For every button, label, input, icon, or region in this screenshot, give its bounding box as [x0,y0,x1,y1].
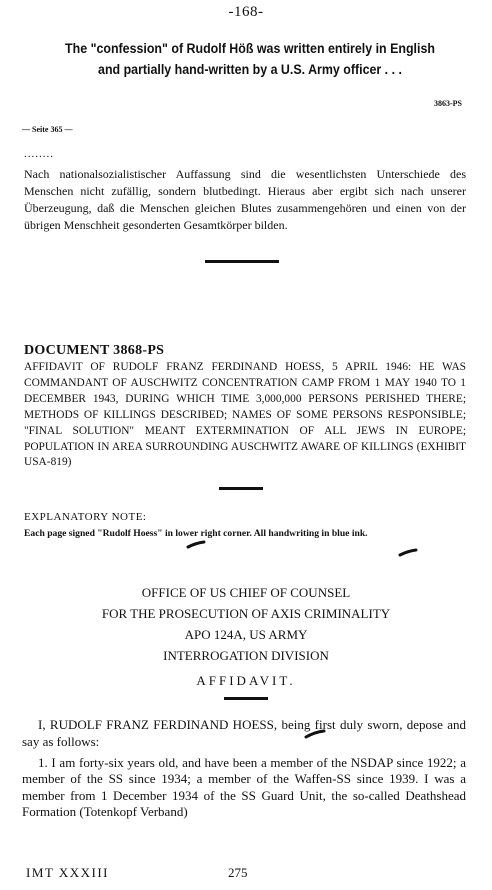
section-divider [224,697,268,700]
affidavit-intro: I, RUDOLF FRANZ FERDINAND HOESS, being first duly sworn, depose and say as follows: [22,717,466,749]
office-line-3: APO 124A, US ARMY [184,627,308,642]
footer-page-number: 275 [228,865,248,880]
section-divider [205,260,279,263]
document-summary: AFFIDAVIT OF RUDOLF FRANZ FERDINAND HOESS, 5 APRIL 1946: HE WAS COMMANDANT OF AUSCHWITZ CONCENTRATION CAMP FROM 1 MAY 1940 TO 1 DECEMBER 1943, DURING WHICH TIME 3,000,000 PERSONS PERISHED THERE; METHODS OF KILLINGS DESCRIBED; NAMES OF SOME PERSONS RESPONSIBLE; "FINAL SOLUTION" MEANT EXTERMINATION OF ALL JEWS IN EUROPE; POPULATION IN AREA SURROUNDING AUSCHWITZ AWARE OF KILLINGS (EXHIBIT USA-819) [24,361,466,469]
office-line-2: FOR THE PROSECUTION OF AXIS CRIMINALITY [101,606,391,621]
document-title: DOCUMENT 3868-PS [24,343,165,358]
office-line-4: INTERROGATION DIVISION [163,648,329,663]
headline-line-1: The "confession" of Rudolf Höß was written entirely in English [65,41,435,56]
handwriting-mark [398,548,418,558]
handwriting-mark [304,729,326,739]
office-heading [0,582,492,666]
footer-volume: IMT XXXIII [26,865,109,880]
page-number: -168- [228,4,264,20]
section-divider [219,487,263,490]
seite-marker: — Seite 365 — [22,125,73,134]
headline-line-2: and partially hand-written by a U.S. Army officer . . . [98,62,402,77]
german-excerpt-text: Nach nationalsozialistischer Auffassung sind die wesentlichsten Unterschiede des Menschen nicht zufällig, sondern blutbedingt. Hieraus aber ergibt sich nach unserer Überzeugung, daß die Menschen gleichen Blutes zusammengehören und einen von der übrigen Menschheit gesonderten Gesamtkörper bilden. [24,167,466,232]
explanatory-note-title: EXPLANATORY NOTE: [24,511,147,523]
document-reference: 3863-PS [434,99,462,108]
affidavit-paragraph-1: 1. I am forty-six years old, and have been a member of the NSDAP since 1922; a member of the SS since 1934; a member of the Waffen-SS since 1939. I was a member from 1 December 1934 of the SS Guard Unit, the so-called Deathshead Formation (Totenkopf Verband) [22,755,466,820]
affidavit-title: AFFIDAVIT. [196,673,296,688]
handwriting-mark [186,540,206,550]
office-line-1: OFFICE OF US CHIEF OF COUNSEL [141,585,351,600]
headline [48,38,453,80]
explanatory-note-text: Each page signed "Rudolf Hoess" in lower right corner. All handwriting in blue ink. [24,528,368,539]
ellipsis-dots: ........ [24,148,54,160]
